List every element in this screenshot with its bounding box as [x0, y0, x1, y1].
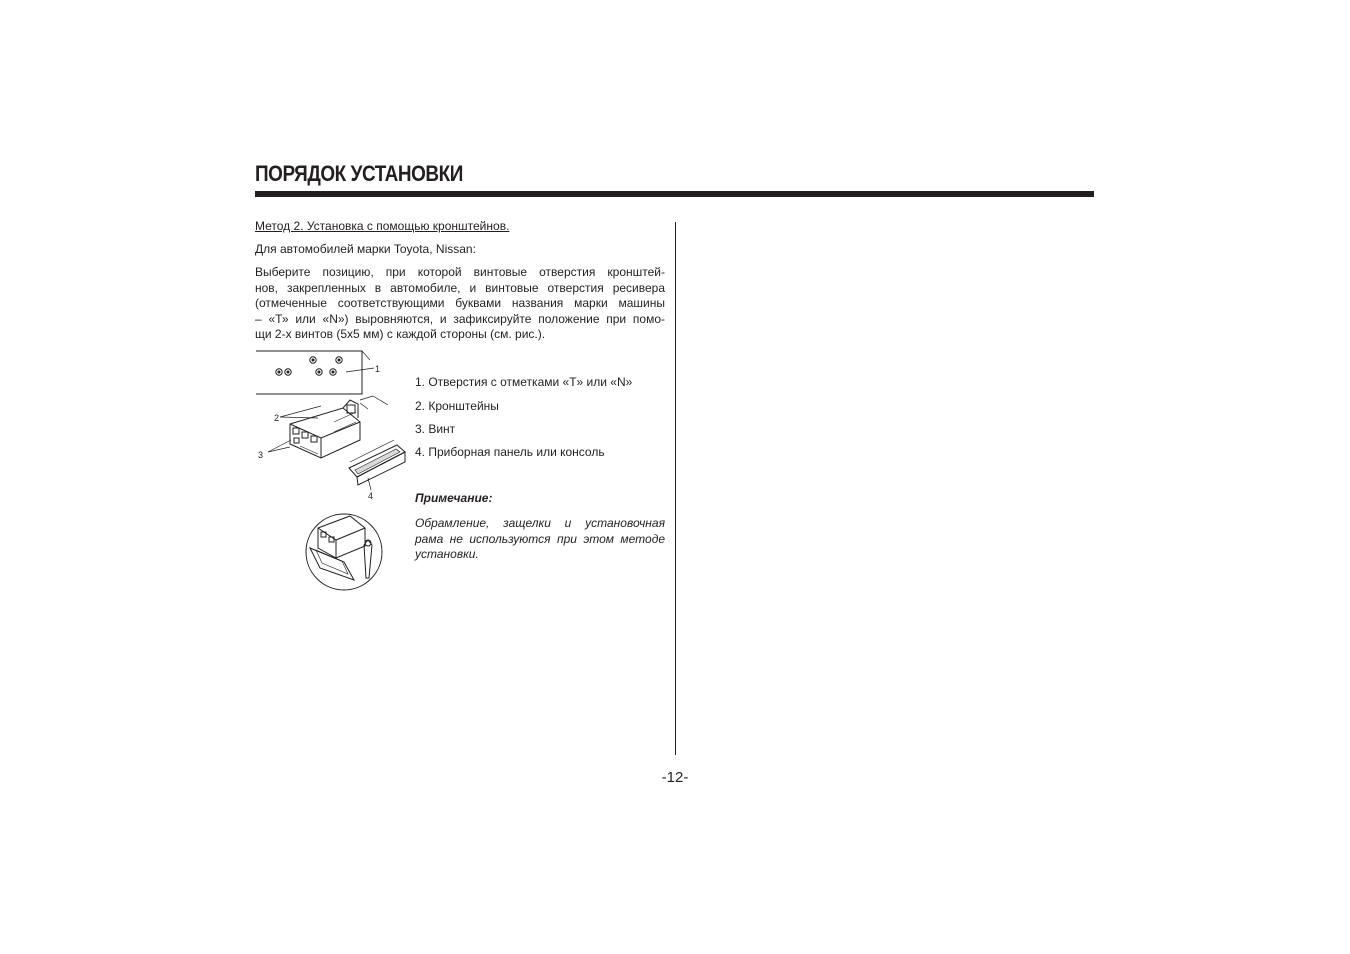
- method-heading: Метод 2. Установка с помощью кронштейнов.: [255, 219, 510, 233]
- console-frame: [349, 440, 405, 485]
- callout-label-3: 3: [258, 450, 264, 460]
- instruction-line: нов, закрепленных в автомобиле, и винтовые отверстия ресивера: [255, 280, 665, 295]
- instruction-line: щи 2-х винтов (5х5 мм) с каждой стороны (см. рис.).: [255, 327, 546, 341]
- note-line: Обрамление, защелки и установочная: [415, 516, 665, 530]
- instruction-line: (отмеченные соответствующими буквами названия марки машины: [255, 296, 665, 310]
- callout-lines: [268, 396, 388, 490]
- page-title: ПОРЯДОК УСТАНОВКИ: [255, 161, 463, 186]
- receiver-unit: [290, 400, 360, 458]
- legend-item-3: 3. Винт: [415, 422, 456, 436]
- car-brands-text: Для автомобилей марки Toyota, Nissan:: [255, 242, 476, 256]
- legend-item-4: 4. Приборная панель или консоль: [415, 445, 605, 459]
- instruction-line: – «Т» или «N») выровняются, и зафиксируйте положение при помо-: [255, 311, 665, 326]
- detail-circle-view: [306, 514, 382, 590]
- callout-label-4: 4: [368, 491, 374, 501]
- dashboard-bracket-panel: [256, 351, 374, 394]
- note-line: установки.: [415, 547, 479, 561]
- callout-label-1: 1: [375, 364, 381, 374]
- instruction-line: Выберите позицию, при которой винтовые отверстия кронштей-: [255, 265, 665, 279]
- page-number: -12-: [661, 769, 689, 786]
- legend-item-2: 2. Кронштейны: [415, 399, 499, 413]
- legend-item-1: 1. Отверстия с отметками «T» или «N»: [415, 375, 633, 389]
- note-line: рама не используются при этом методе: [415, 531, 665, 546]
- callout-label-2: 2: [274, 413, 280, 423]
- note-heading: Примечание:: [415, 491, 493, 505]
